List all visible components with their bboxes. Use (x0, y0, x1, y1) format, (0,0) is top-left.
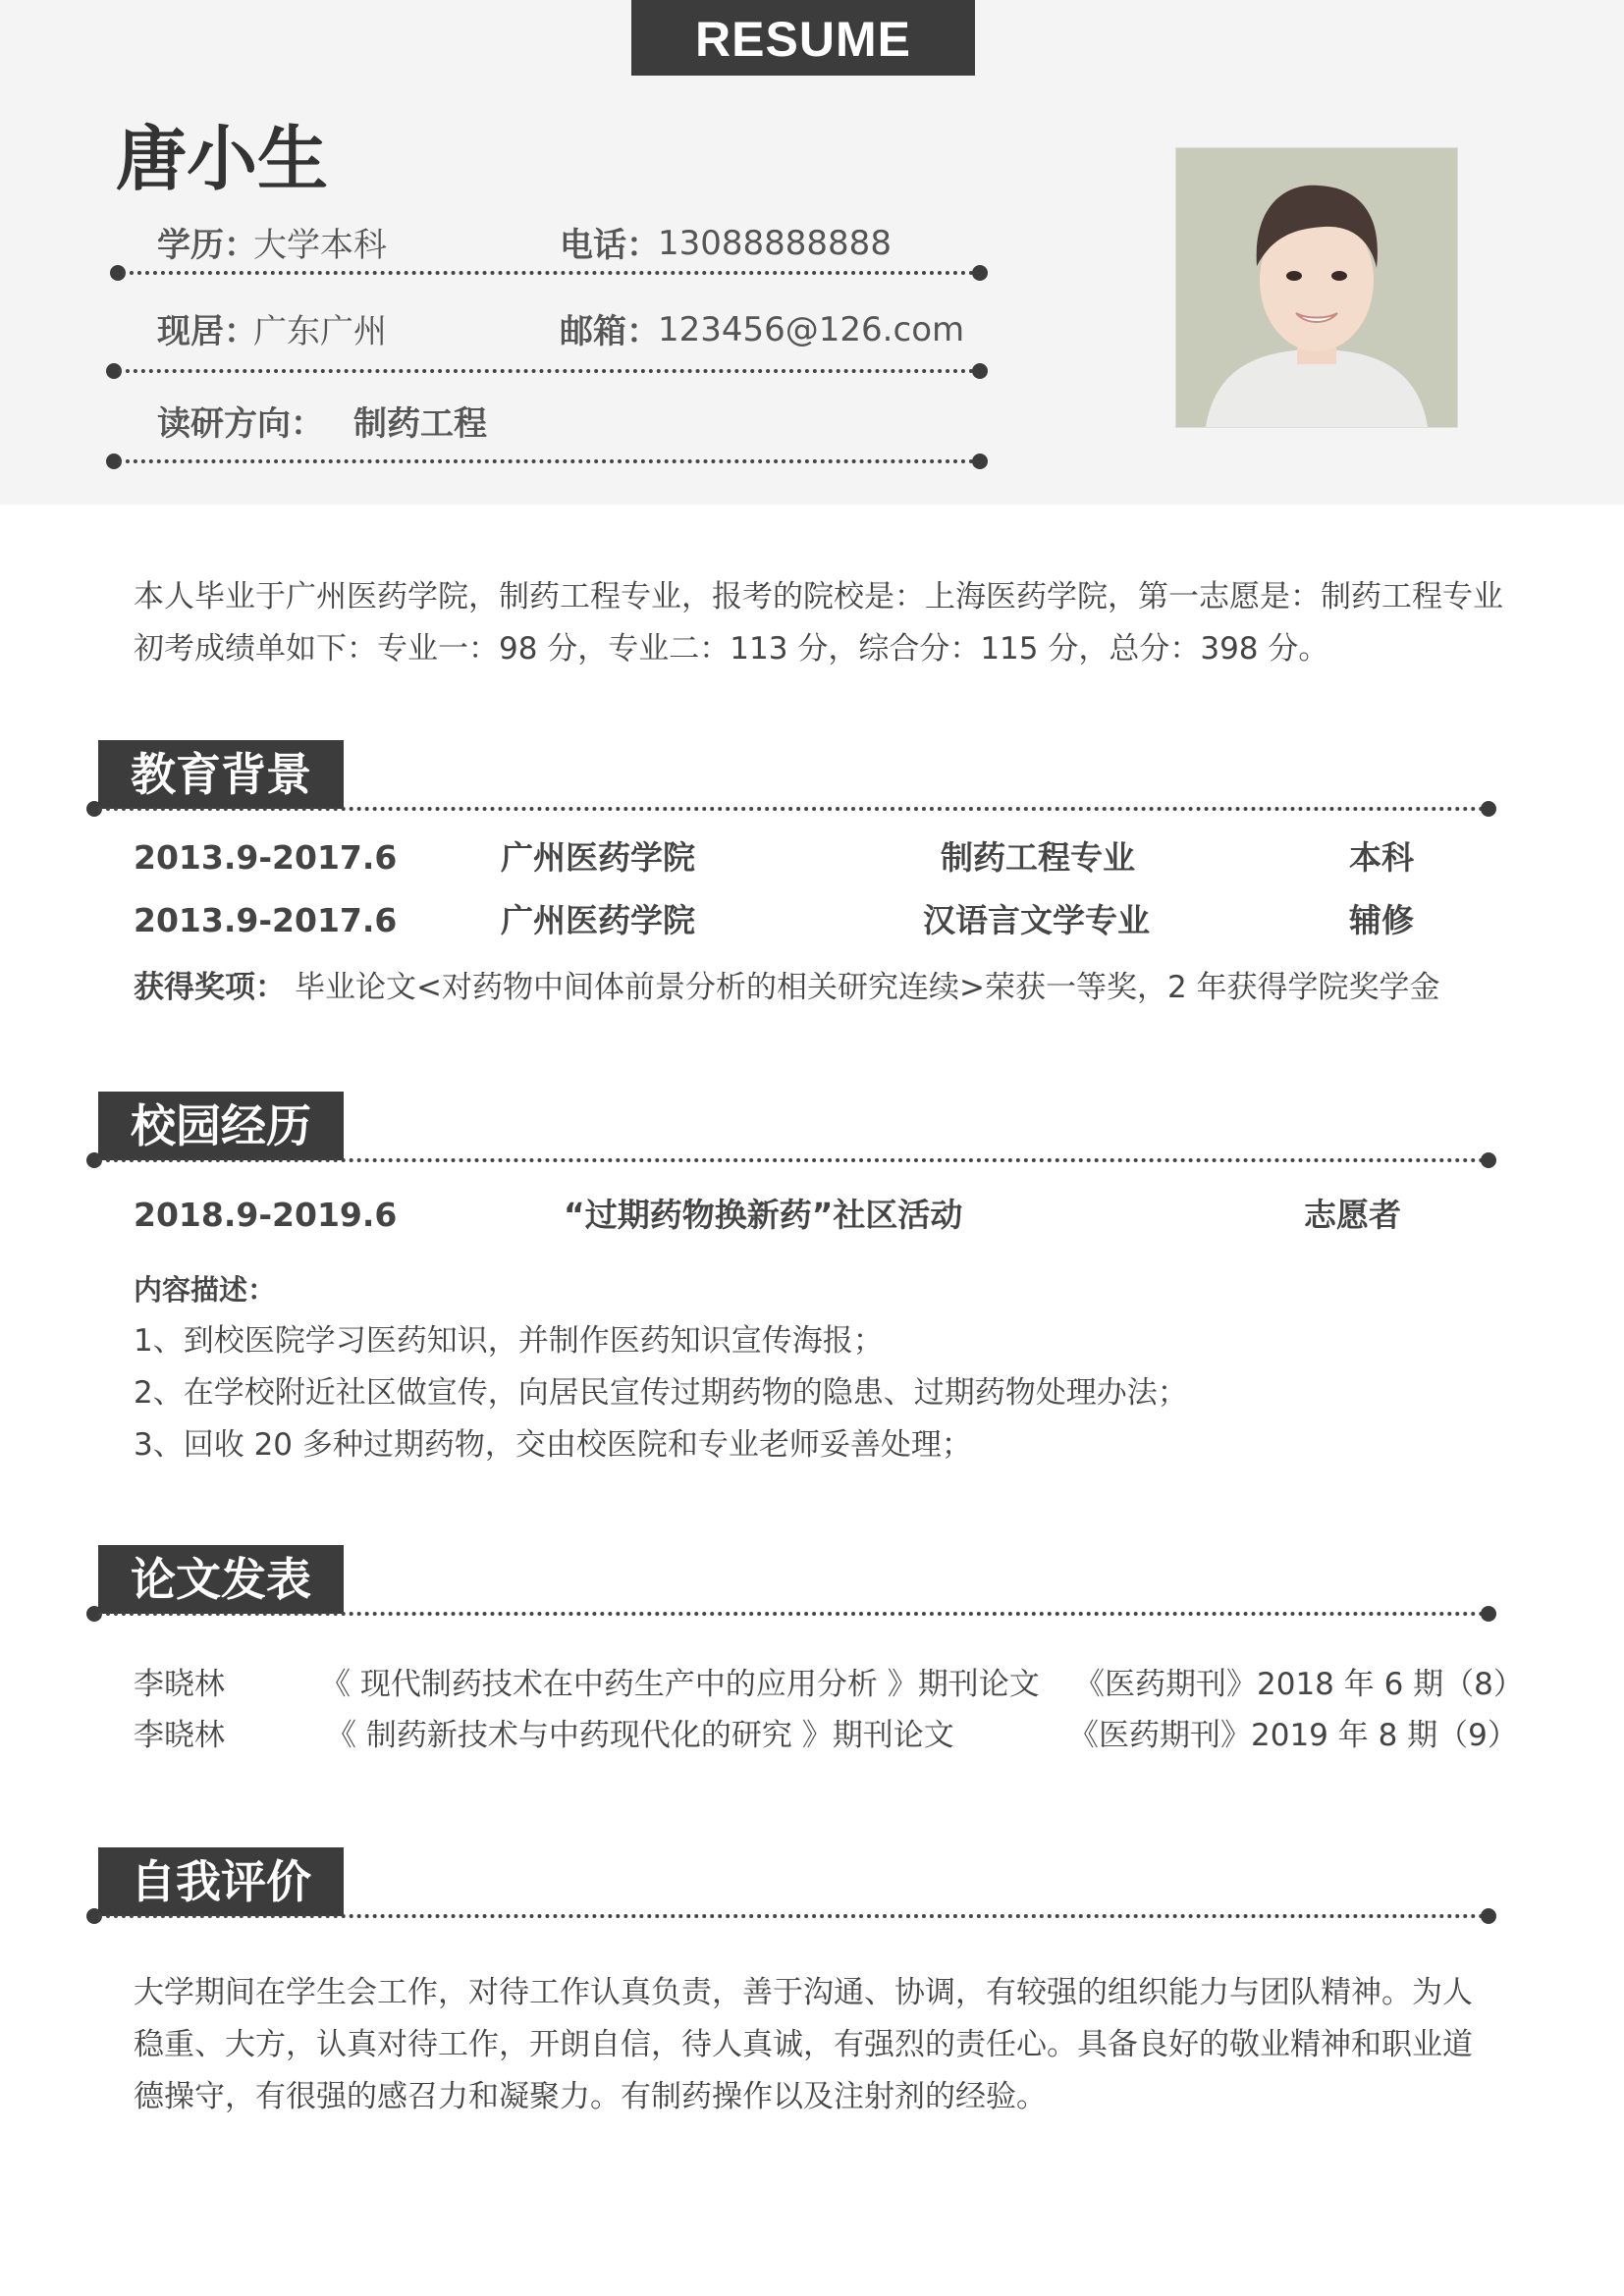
candidate-name: 唐小生 (116, 118, 329, 200)
list-item: 2、在学校附近社区做宣传，向居民宣传过期药物的隐患、过期药物处理办法； (134, 1375, 1188, 1411)
row-separator-dot-right (972, 265, 988, 281)
intro-line: 初考成绩单如下：专业一：98 分，专业二：113 分，综合分：115 分，总分：398 分。 (134, 631, 1329, 667)
intro-paragraph (134, 571, 1508, 675)
self-eval-line: 德操守，有很强的感召力和凝聚力。有制药操作以及注射剂的经验。 (134, 2079, 1047, 2114)
intro-line: 本人毕业于广州医药学院，制药工程专业，报考的院校是：上海医药学院，第一志愿是：制药工程专业 (134, 579, 1503, 614)
section-line-dot-right (1481, 801, 1496, 817)
email-value: 123456@126.com (658, 310, 965, 349)
edu-school: 广州医药学院 (501, 901, 695, 939)
paper-title: 《 现代制药技术在中药生产中的应用分析 》期刊论文 (320, 1667, 1040, 1702)
paper-journal: 《医药期刊》2019 年 8 期（9） (1068, 1718, 1518, 1753)
self-eval-line: 稳重、大方，认真对待工作，开朗自信，待人真诚，有强烈的责任心。具备良好的敬业精神和职业道 (134, 2027, 1473, 2062)
education-value: 大学本科 (253, 226, 387, 265)
research-label: 读研方向： (157, 404, 324, 444)
section-title-education: 教育背景 (98, 740, 344, 809)
edu-period: 2013.9-2017.6 (134, 838, 398, 877)
self-eval-line: 大学期间在学生会工作，对待工作认真负责，善于沟通、协调，有较强的组织能力与团队精神。为人 (134, 1975, 1473, 2010)
row-separator-line (118, 459, 974, 463)
list-item: 3、回收 20 多种过期药物，交由校医院和专业老师妥善处理； (134, 1427, 972, 1463)
desc-label: 内容描述： (134, 1273, 277, 1307)
self-eval-paragraph (134, 1967, 1473, 2123)
list-item: 1、到校医院学习医药知识，并制作医药知识宣传海报； (134, 1323, 884, 1359)
edu-school: 广州医药学院 (501, 838, 695, 877)
row-separator-dot-right (972, 454, 988, 469)
row-separator-dot-right (972, 363, 988, 379)
resume-title-tab: RESUME (631, 0, 975, 76)
phone-value: 13088888888 (658, 224, 892, 263)
paper-author: 李晓林 (134, 1718, 225, 1753)
person-avatar-icon (1176, 148, 1457, 427)
paper-journal: 《医药期刊》2018 年 6 期（8） (1074, 1667, 1524, 1702)
profile-photo (1175, 147, 1458, 428)
campus-role: 志愿者 (1304, 1196, 1401, 1234)
edu-major: 制药工程专业 (941, 838, 1135, 877)
section-divider-line (98, 1914, 1485, 1918)
education-label: 学历： (157, 226, 257, 265)
section-divider-line (98, 1612, 1485, 1616)
edu-degree: 辅修 (1349, 901, 1414, 939)
paper-title: 《 制药新技术与中药现代化的研究 》期刊论文 (326, 1718, 954, 1753)
edu-period: 2013.9-2017.6 (134, 901, 398, 939)
section-title-self-eval: 自我评价 (98, 1847, 344, 1916)
residence-label: 现居： (157, 312, 257, 351)
section-divider-line (98, 807, 1485, 811)
email-label: 邮箱： (560, 312, 660, 351)
campus-activity: “过期药物换新药”社区活动 (564, 1196, 963, 1234)
section-divider-line (98, 1158, 1485, 1162)
row-separator-line (122, 271, 974, 275)
awards-text: 毕业论文<对药物中间体前景分析的相关研究连续>荣获一等奖，2 年获得学院奖学金 (295, 970, 1440, 1005)
section-line-dot-right (1481, 1908, 1496, 1924)
phone-label: 电话： (560, 226, 660, 265)
edu-degree: 本科 (1349, 838, 1414, 877)
section-title-campus: 校园经历 (98, 1092, 344, 1160)
section-title-papers: 论文发表 (98, 1545, 344, 1614)
section-line-dot-right (1481, 1606, 1496, 1622)
edu-major: 汉语言文学专业 (923, 901, 1150, 939)
residence-value: 广东广州 (253, 312, 387, 351)
campus-period: 2018.9-2019.6 (134, 1196, 398, 1234)
paper-author: 李晓林 (134, 1667, 225, 1702)
awards-label: 获得奖项： (134, 970, 286, 1005)
campus-description (134, 1315, 1188, 1471)
row-separator-line (118, 369, 974, 373)
research-value: 制药工程 (353, 404, 487, 444)
section-line-dot-right (1481, 1152, 1496, 1168)
